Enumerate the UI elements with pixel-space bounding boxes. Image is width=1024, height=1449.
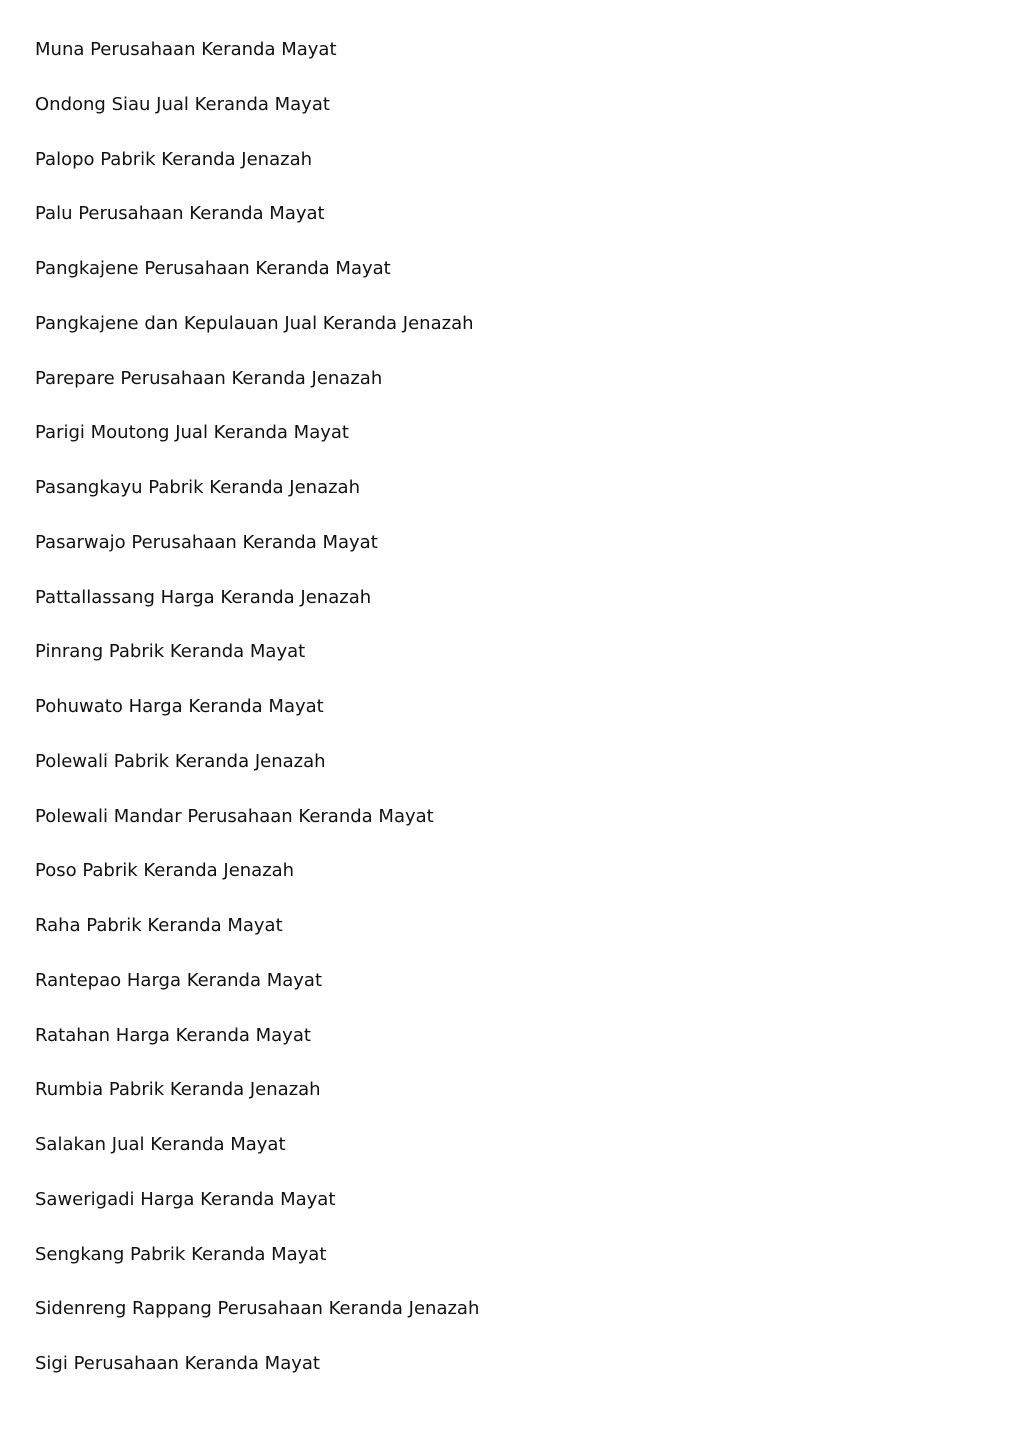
document-line: Sigi Perusahaan Keranda Mayat bbox=[35, 1353, 320, 1374]
document-line: Sidenreng Rappang Perusahaan Keranda Jenazah bbox=[35, 1298, 480, 1320]
document-line: Polewali Mandar Perusahaan Keranda Mayat bbox=[35, 805, 434, 827]
document-line: Polewali Pabrik Keranda Jenazah bbox=[35, 750, 326, 772]
document-line: Rantepao Harga Keranda Mayat bbox=[35, 969, 322, 991]
document-line: Pattallassang Harga Keranda Jenazah bbox=[35, 586, 372, 608]
document-line: Palu Perusahaan Keranda Mayat bbox=[35, 203, 325, 225]
document-line: Sengkang Pabrik Keranda Mayat bbox=[35, 1243, 327, 1265]
document-line: Ondong Siau Jual Keranda Mayat bbox=[35, 93, 330, 115]
document-line: Pinrang Pabrik Keranda Mayat bbox=[35, 641, 306, 663]
document-line: Muna Perusahaan Keranda Mayat bbox=[35, 39, 337, 60]
document-line: Parigi Moutong Jual Keranda Mayat bbox=[35, 422, 349, 444]
document-line: Ratahan Harga Keranda Mayat bbox=[35, 1024, 311, 1046]
document-line: Salakan Jual Keranda Mayat bbox=[35, 1134, 286, 1155]
document-line: Palopo Pabrik Keranda Jenazah bbox=[35, 148, 313, 170]
document-line: Raha Pabrik Keranda Mayat bbox=[35, 915, 283, 936]
document-line: Parepare Perusahaan Keranda Jenazah bbox=[35, 367, 383, 389]
document-line: Pasangkayu Pabrik Keranda Jenazah bbox=[35, 477, 360, 498]
document-line: Pangkajene Perusahaan Keranda Mayat bbox=[35, 258, 391, 279]
document-line: Pohuwato Harga Keranda Mayat bbox=[35, 696, 324, 717]
document-line: Poso Pabrik Keranda Jenazah bbox=[35, 860, 295, 882]
document-line: Rumbia Pabrik Keranda Jenazah bbox=[35, 1079, 321, 1101]
document-line: Pasarwajo Perusahaan Keranda Mayat bbox=[35, 531, 378, 553]
document-line-list bbox=[35, 36, 479, 1405]
document-line: Pangkajene dan Kepulauan Jual Keranda Jenazah bbox=[35, 312, 474, 334]
document-line: Sawerigadi Harga Keranda Mayat bbox=[35, 1188, 336, 1210]
